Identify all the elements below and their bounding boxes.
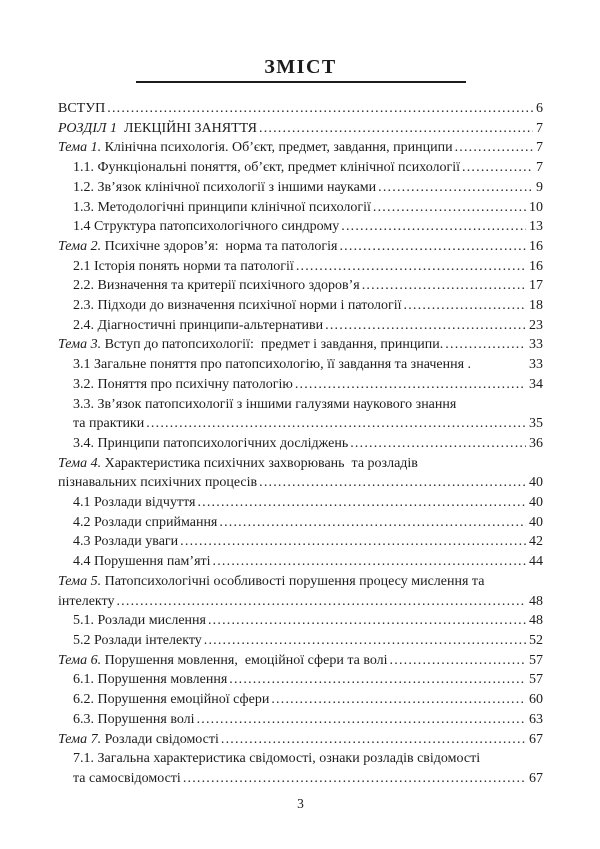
entry-leader-dots	[181, 769, 526, 789]
entry-leader-dots	[206, 611, 526, 631]
entry-page-number: 57	[529, 652, 543, 668]
entry-leader-dots	[293, 375, 526, 395]
toc-entry	[58, 198, 543, 218]
entry-leader-dots	[339, 217, 526, 237]
entry-leader-dots	[178, 532, 526, 552]
entry-leader-dots	[323, 316, 526, 336]
toc-entry	[58, 158, 543, 178]
entry-page-number: 6	[536, 101, 543, 116]
entry-page-number: 7	[536, 140, 543, 156]
entry-text: пізнавальних психічних процесів	[58, 475, 258, 491]
entry-page-number: 33	[529, 357, 543, 373]
entry-page-number: 35	[529, 416, 543, 432]
entry-text: Психічне здоров’я: норма та патологія	[101, 238, 338, 254]
toc-entry	[58, 532, 543, 552]
entry-page-number: 17	[529, 278, 543, 294]
toc-entry	[58, 631, 543, 651]
entry-page-number: 16	[529, 238, 543, 254]
entry-leader-dots	[195, 710, 526, 730]
entry-page-number: 33	[529, 337, 543, 353]
toc-list	[58, 99, 543, 789]
toc-entry	[58, 572, 543, 592]
entry-leader-dots	[114, 592, 526, 612]
entry-text: 3.4. Принципи патопсихологічних досліджень	[73, 435, 349, 451]
entry-text: Порушення мовлення, емоційної сфери та волі	[101, 652, 388, 668]
entry-page-number: 67	[529, 731, 543, 747]
entry-leader-dots	[460, 158, 533, 178]
entry-page-number: 48	[529, 593, 543, 609]
entry-text: 2.1 Історія понять норми та патології	[73, 258, 294, 274]
toc-entry	[58, 552, 543, 572]
toc-entry	[58, 592, 543, 612]
entry-page-number: 60	[529, 692, 543, 708]
entry-leader-dots	[195, 493, 526, 513]
toc-entry	[58, 730, 543, 750]
toc-entry	[58, 473, 543, 493]
entry-leader-dots	[257, 119, 533, 139]
entry-text: Патопсихологічні особливості порушення процесу мислення та	[101, 573, 485, 589]
entry-page-number: 7	[536, 120, 543, 136]
entry-text: 1.3. Методологічні принципи клінічної психології	[73, 199, 371, 215]
page-title: ЗМІСТ	[264, 56, 337, 78]
toc-entry	[58, 296, 543, 316]
entry-leader-dots	[219, 730, 526, 750]
entry-leader-dots	[211, 552, 526, 572]
entry-page-number: 16	[529, 258, 543, 274]
entry-text: 6.2. Порушення емоційної сфери	[73, 692, 270, 708]
entry-text: 2.2. Визначення та критерії психічного здоров’я	[73, 278, 360, 294]
toc-entry	[58, 316, 543, 336]
entry-page-number: 18	[529, 298, 543, 314]
entry-prefix: Тема 3.	[58, 337, 102, 353]
toc-entry	[58, 217, 543, 237]
entry-leader-dots	[371, 198, 526, 218]
entry-text: інтелекту	[58, 593, 115, 609]
entry-page-number: 13	[529, 219, 543, 235]
entry-prefix: Тема 2.	[58, 238, 102, 254]
entry-leader-dots	[388, 651, 526, 671]
entry-leader-dots	[443, 335, 526, 355]
toc-entry	[58, 513, 543, 533]
entry-page-number: 40	[529, 475, 543, 491]
entry-leader-dots	[376, 178, 533, 198]
toc-entry	[58, 237, 543, 257]
toc-entry	[58, 690, 543, 710]
toc-entry	[58, 749, 543, 769]
entry-leader-dots	[217, 513, 526, 533]
entry-leader-dots	[257, 473, 526, 493]
toc-entry	[58, 611, 543, 631]
toc-entry	[58, 651, 543, 671]
entry-text: 4.1 Розлади відчуття	[73, 495, 196, 511]
toc-entry	[58, 434, 543, 454]
entry-text: 3.2. Поняття про психічну патологію	[73, 376, 293, 392]
toc-entry	[58, 710, 543, 730]
entry-page-number: 63	[529, 711, 543, 727]
entry-text: 3.3. Зв’язок патопсихології з іншими галузями наукового знання	[73, 396, 457, 412]
entry-text: та самосвідомості	[73, 770, 181, 786]
toc-entry	[58, 138, 543, 158]
entry-text: 4.3 Розлади уваги	[73, 534, 179, 550]
toc-entry	[58, 335, 543, 355]
entry-page-number: 42	[529, 534, 543, 550]
entry-text: та практики	[73, 416, 145, 432]
toc-entry	[58, 454, 543, 474]
entry-text: 6.3. Порушення волі	[73, 711, 195, 727]
entry-leader-dots	[348, 434, 526, 454]
entry-page-number: 9	[536, 179, 543, 195]
entry-prefix: Тема 5.	[58, 573, 102, 589]
entry-prefix: РОЗДІЛ 1	[58, 120, 117, 136]
entry-leader-dots	[360, 276, 526, 296]
entry-leader-dots	[144, 414, 526, 434]
toc-entry	[58, 257, 543, 277]
title-underline-block	[136, 56, 466, 83]
toc-entry	[58, 119, 543, 139]
entry-text: 5.2 Розлади інтелекту	[73, 632, 202, 648]
entry-text: 4.4 Порушення пам’яті	[73, 554, 211, 570]
toc-entry	[58, 414, 543, 434]
toc-entry	[58, 375, 543, 395]
entry-page-number: 7	[536, 160, 543, 176]
toc-entry	[58, 99, 543, 119]
entry-text: 2.3. Підходи до визначення психічної норми і патології	[73, 298, 402, 314]
entry-leader-dots	[269, 690, 526, 710]
toc-entry	[58, 276, 543, 296]
entry-page-number: 52	[529, 632, 543, 648]
entry-leader-dots	[105, 99, 533, 119]
entry-text: 1.2. Зв’язок клінічної психології з іншими науками	[73, 179, 377, 195]
entry-leader-dots	[294, 257, 526, 277]
entry-leader-dots	[453, 138, 533, 158]
entry-leader-dots	[202, 631, 526, 651]
toc-entry	[58, 178, 543, 198]
entry-text: 7.1. Загальна характеристика свідомості, ознаки розладів свідомості	[73, 751, 481, 767]
toc-entry	[58, 769, 543, 789]
entry-text: ВСТУП	[58, 101, 106, 116]
toc-entry	[58, 395, 543, 415]
entry-leader-dots	[337, 237, 526, 257]
entry-page-number: 23	[529, 317, 543, 333]
entry-page-number: 67	[529, 770, 543, 786]
entry-leader-dots	[227, 670, 526, 690]
entry-text: Вступ до патопсихології: предмет і завдання, принципи.	[101, 337, 444, 353]
entry-text: 1.4 Структура патопсихологічного синдрому	[73, 219, 340, 235]
entry-leader-dots	[402, 296, 526, 316]
toc-entry	[58, 355, 543, 375]
entry-text: Характеристика психічних захворювань та розладів	[101, 455, 418, 471]
entry-text: Клінічна психологія. Об’єкт, предмет, завдання, принципи	[101, 140, 453, 156]
entry-text: 2.4. Діагностичні принципи-альтернативи	[73, 317, 324, 333]
toc-entry	[58, 493, 543, 513]
entry-page-number: 10	[529, 199, 543, 215]
entry-text: 4.2 Розлади сприймання	[73, 514, 218, 530]
entry-text: 6.1. Порушення мовлення	[73, 672, 228, 688]
entry-page-number: 34	[529, 376, 543, 392]
entry-page-number: 40	[529, 495, 543, 511]
entry-prefix: Тема 1.	[58, 140, 102, 156]
entry-text: Розлади свідомості	[101, 731, 219, 747]
entry-text: 5.1. Розлади мислення	[73, 613, 206, 629]
entry-page-number: 40	[529, 514, 543, 530]
entry-page-number: 36	[529, 435, 543, 451]
entry-page-number: 44	[529, 554, 543, 570]
toc-entry	[58, 670, 543, 690]
footer-page-number: 3	[297, 795, 304, 811]
entry-text: 3.1 Загальне поняття про патопсихологію, її завдання та значення .	[73, 357, 472, 373]
entry-prefix: Тема 7.	[58, 731, 102, 747]
entry-prefix: Тема 6.	[58, 652, 102, 668]
entry-page-number: 48	[529, 613, 543, 629]
entry-text: 1.1. Функціональні поняття, об’єкт, предмет клінічної психології	[73, 160, 461, 176]
entry-text: ЛЕКЦІЙНІ ЗАНЯТТЯ	[116, 120, 257, 136]
entry-prefix: Тема 4.	[58, 455, 102, 471]
entry-page-number: 57	[529, 672, 543, 688]
